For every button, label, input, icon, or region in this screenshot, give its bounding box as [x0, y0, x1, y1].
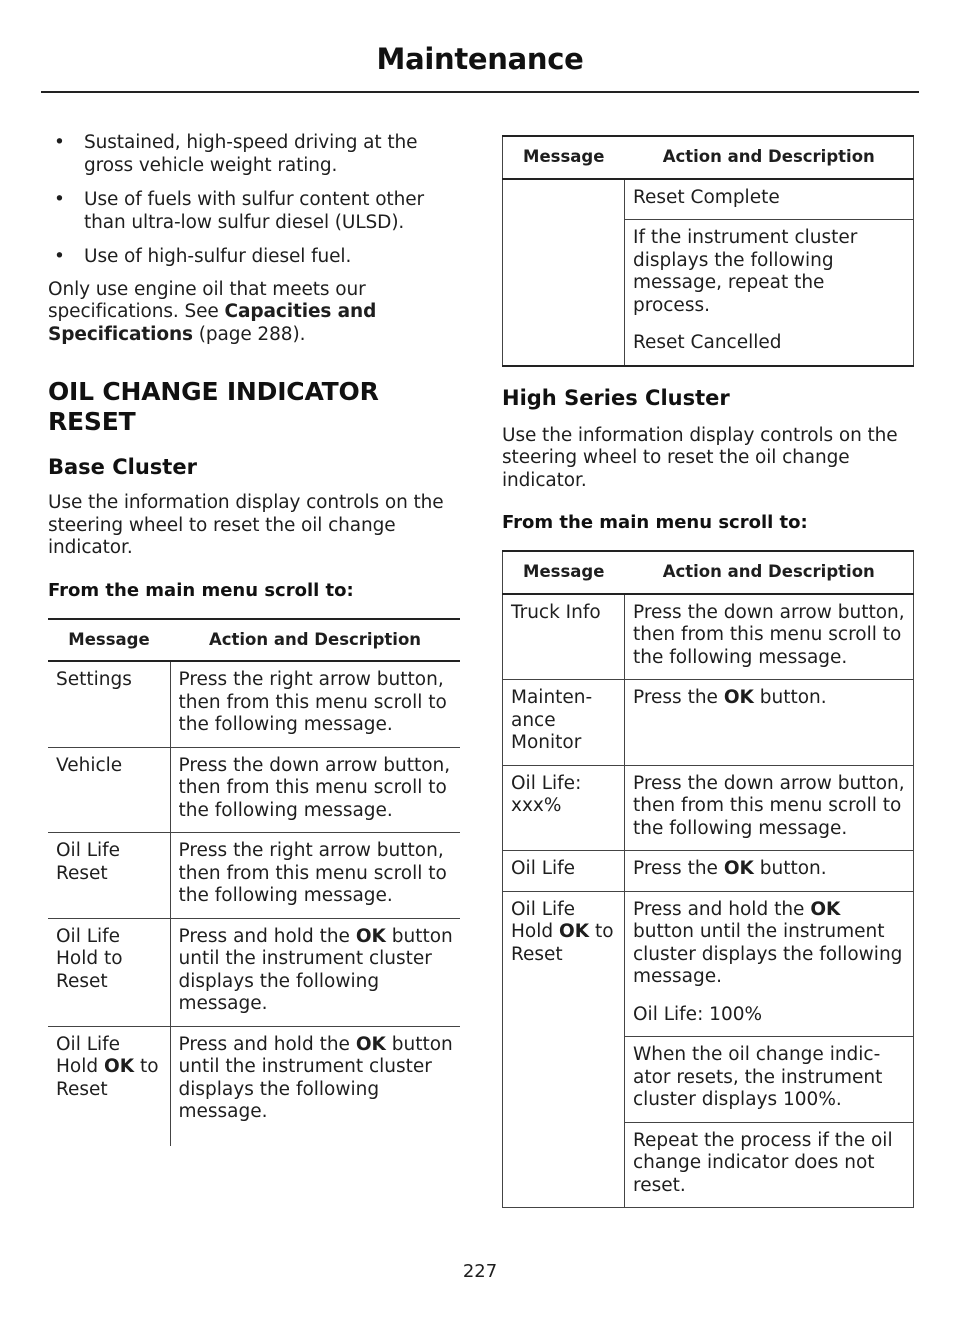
oil-spec-paragraph: Only use engine oil that meets our specifications. See Capacities and Specifications (page 288). — [48, 278, 377, 345]
base-cluster-heading: Base Cluster — [48, 455, 197, 479]
column-header-action: Action and Description — [170, 619, 460, 662]
action-cell: Press the OK button. — [625, 851, 914, 892]
base-cluster-table-continued — [502, 135, 914, 367]
message-cell — [503, 179, 625, 366]
action-cell: Press the right arrow button, then from this menu scroll to the following message. — [178, 669, 447, 735]
high-scroll-label: From the main menu scroll to: — [502, 512, 808, 533]
action-cell: Repeat the process if the oil change indicator does not reset. — [625, 1122, 914, 1208]
table-row — [48, 833, 460, 919]
action-cell: Press the OK button. — [625, 680, 914, 766]
page-header-title: Maintenance — [376, 42, 584, 76]
bullet-text: Sustained, high-speed driving at the gross vehicle weight rating. — [84, 132, 418, 176]
high-series-table — [502, 550, 914, 1208]
action-cell: Press the right arrow button, then from this menu scroll to the following message. — [170, 833, 460, 919]
bullet-item — [48, 246, 460, 269]
bullet-item — [48, 189, 460, 234]
table-row — [48, 918, 460, 1026]
table-row — [48, 1026, 460, 1146]
column-header-action: Action and Description — [625, 551, 914, 594]
table-row — [503, 179, 914, 220]
table-header-row — [48, 619, 460, 662]
bullet-text: Use of high-sulfur diesel fuel. — [84, 246, 352, 267]
table-row — [503, 851, 914, 892]
message-cell: Oil Life: xxx% — [503, 765, 625, 851]
table-row — [503, 594, 914, 680]
table-row — [503, 891, 914, 1037]
action-cell: Press and hold the OK button until the instrument cluster displays the following message. — [170, 918, 460, 1026]
header-divider — [41, 91, 919, 93]
message-cell: Oil Life Reset — [48, 833, 170, 919]
table-row — [503, 680, 914, 766]
condition-bullet-list — [48, 132, 460, 269]
page-number: 227 — [462, 1261, 498, 1282]
right-column — [502, 135, 914, 1208]
bullet-dot-icon: • — [54, 246, 65, 267]
message-cell: Truck Info — [503, 594, 625, 680]
bullet-item — [48, 132, 460, 177]
action-cell: Press the down arrow button, then from this menu scroll to the following message. — [625, 765, 914, 851]
base-cluster-intro: Use the information display controls on the steering wheel to reset the oil change indicator. — [48, 492, 444, 558]
capacities-link[interactable]: Capacities and Specifications — [48, 301, 377, 345]
action-cell: When the oil change indic- ator resets, the instrument cluster displays 100%. — [625, 1037, 914, 1123]
column-header-message: Message — [503, 551, 625, 594]
table-header-row — [503, 136, 914, 179]
action-cell: Reset Complete — [625, 179, 914, 220]
bullet-dot-icon: • — [54, 189, 65, 210]
bullet-text: Use of fuels with sulfur content other than ultra-low sulfur diesel (ULSD). — [84, 189, 424, 233]
action-cell: Press and hold the OK button until the instrument cluster displays the following message. — [170, 1026, 460, 1146]
table-header-row — [503, 551, 914, 594]
high-series-intro: Use the information display controls on the steering wheel to reset the oil change indicator. — [502, 424, 898, 491]
message-cell: Oil Life — [503, 851, 625, 892]
table-row — [48, 661, 460, 747]
bullet-dot-icon: • — [54, 132, 65, 153]
message-cell: Vehicle — [48, 747, 170, 833]
action-cell: Press and hold the OK button until the instrument cluster displays the following message. Oil Life: 100% — [625, 891, 914, 1037]
left-column — [48, 132, 460, 1146]
table-row — [48, 747, 460, 833]
message-cell: Mainten- ance Monitor — [503, 680, 625, 766]
column-header-action: Action and Description — [625, 136, 914, 179]
message-cell: Oil Life Hold OK to Reset — [503, 891, 625, 1208]
message-cell: Oil Life Hold to Reset — [48, 918, 170, 1026]
message-cell: Oil Life Hold OK to Reset — [48, 1026, 170, 1146]
message-cell: Settings — [48, 661, 170, 747]
high-series-heading: High Series Cluster — [502, 385, 730, 410]
column-header-message: Message — [48, 619, 170, 662]
section-title: OIL CHANGE INDICATOR RESET — [48, 377, 379, 436]
action-cell: Press the down arrow button, then from this menu scroll to the following message. — [625, 594, 914, 680]
action-cell: Press the down arrow button, then from this menu scroll to the following message. — [170, 747, 460, 833]
base-scroll-label: From the main menu scroll to: — [48, 579, 354, 601]
base-cluster-table — [48, 618, 460, 1146]
table-row — [503, 765, 914, 851]
action-cell: If the instrument cluster displays the following message, repeat the process. Reset Cancelled — [625, 220, 914, 366]
column-header-message: Message — [503, 136, 625, 179]
